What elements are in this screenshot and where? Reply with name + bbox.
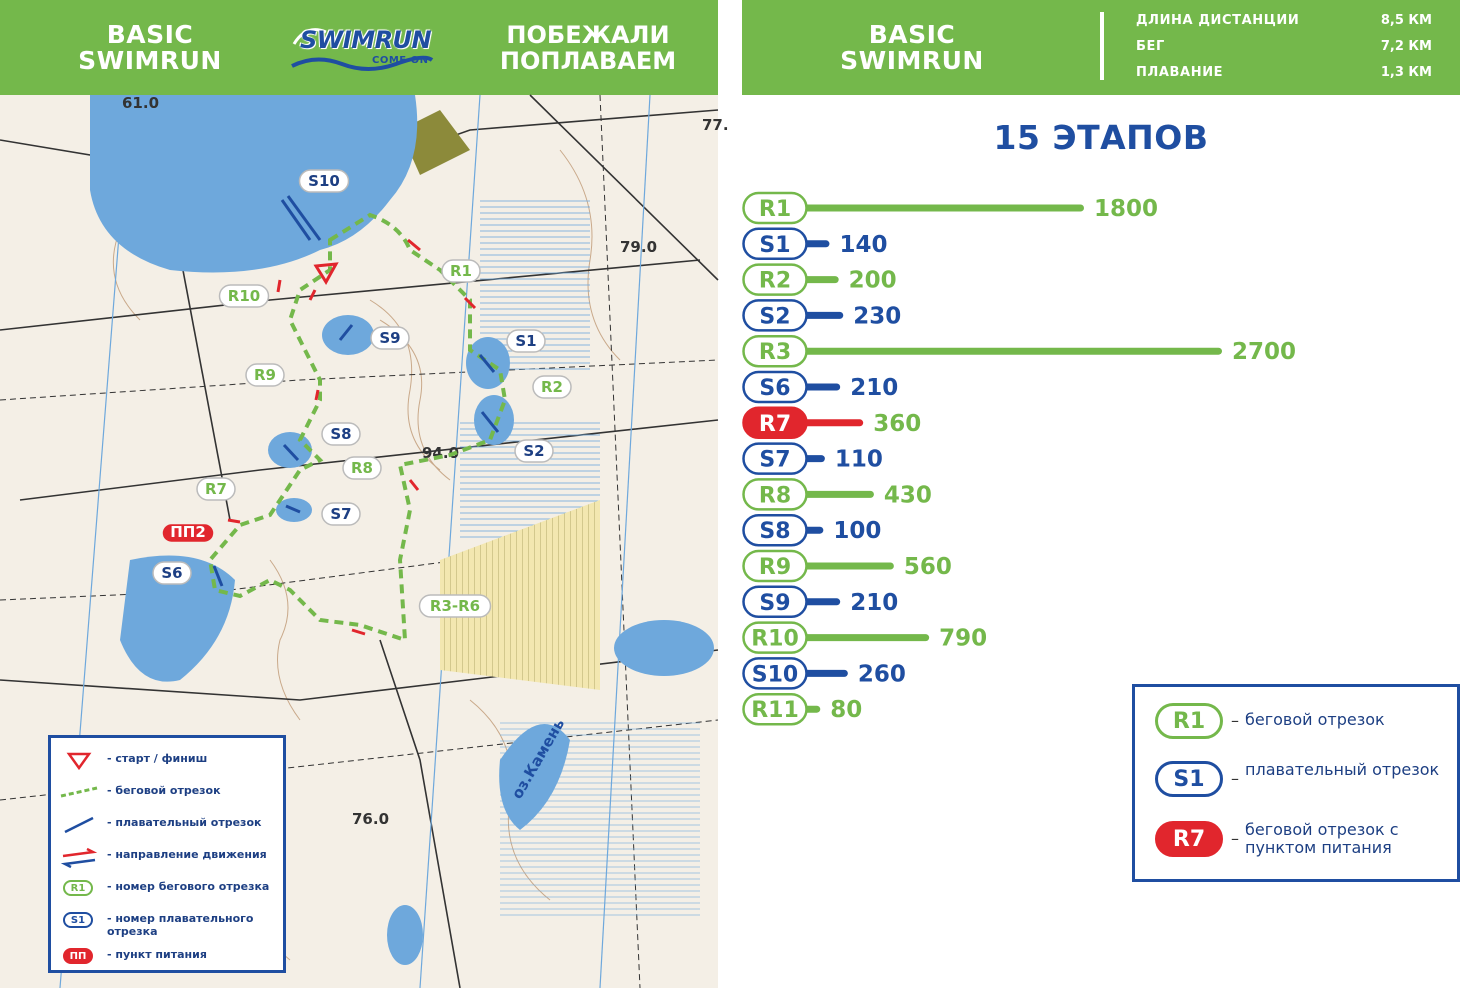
- stage-label: R1: [758, 197, 792, 222]
- logo-wordmark: SWIMRUN: [300, 26, 432, 54]
- start-triangle-icon: [59, 752, 99, 770]
- legend-swim-pill: S1: [1155, 761, 1223, 797]
- logo-subtitle: COME ON: [372, 55, 429, 66]
- direction-arrows-icon: [59, 848, 99, 866]
- legend-dash: –: [1231, 711, 1239, 730]
- swim-number-pill: S1: [63, 912, 93, 928]
- map-legend-text: - плавательный отрезок: [107, 816, 262, 829]
- lake-south: [387, 905, 423, 965]
- bar: [804, 312, 843, 319]
- map-legend-row: [51, 750, 283, 772]
- segment-label: R7: [205, 480, 227, 498]
- brand-title-line2: SWIMRUN: [78, 46, 222, 75]
- stage-label: S6: [759, 376, 791, 401]
- chart-bars: [744, 193, 1297, 724]
- stage-label: S2: [759, 304, 791, 330]
- height-label: 77.: [702, 116, 729, 134]
- stage-label: R7: [758, 411, 792, 437]
- segment-label: S1: [515, 332, 537, 350]
- lake-name-label: оз.Камень: [507, 715, 569, 802]
- segment-label: S9: [379, 329, 401, 347]
- blue-line-icon: [59, 816, 99, 834]
- legend-swim-text: плавательный отрезок: [1245, 760, 1440, 779]
- slogan-line1: ПОБЕЖАЛИ: [506, 21, 670, 49]
- value-label: 210: [850, 589, 899, 616]
- green-dash-icon: [59, 784, 99, 802]
- stage-label: R11: [751, 698, 799, 724]
- bar: [804, 491, 874, 498]
- legend-run-text: беговой отрезок: [1245, 710, 1385, 729]
- value-label: 200: [848, 267, 897, 294]
- course-info-panel: [742, 0, 1460, 988]
- brand-title-line1: BASIC: [106, 20, 194, 49]
- bar: [804, 384, 840, 391]
- map-legend-row: [51, 814, 283, 836]
- map-legend-row: [51, 782, 283, 804]
- height-label: 61.0: [122, 94, 160, 112]
- stage-label: R9: [758, 555, 792, 580]
- bar: [804, 348, 1222, 355]
- stage-label: S8: [759, 519, 791, 545]
- value-label: 80: [830, 697, 863, 724]
- stage-label: S7: [759, 447, 791, 473]
- bar: [804, 419, 863, 426]
- height-label: 79.0: [620, 238, 658, 256]
- map-legend-text: - старт / финиш: [107, 752, 208, 765]
- legend-food-text: беговой отрезок с пунктом питания: [1245, 820, 1399, 857]
- stage-label: S9: [759, 590, 791, 616]
- stage-label: S1: [759, 232, 791, 258]
- legend-dash: –: [1231, 829, 1239, 848]
- value-label: 100: [833, 518, 882, 545]
- legend-dash: –: [1231, 769, 1239, 788]
- legend-run-pill: R1: [1155, 703, 1223, 739]
- course-map-panel: [0, 0, 729, 988]
- value-label: 1800: [1094, 196, 1159, 222]
- stage-label: S10: [751, 662, 799, 688]
- brand-title-line1: BASIC: [868, 20, 956, 49]
- value-label: 140: [839, 231, 888, 258]
- height-label: 76.0: [352, 810, 390, 828]
- value-label: 360: [873, 410, 922, 437]
- segment-label: R3-R6: [429, 597, 481, 615]
- segment-label: R10: [227, 287, 261, 305]
- map-legend-row: [51, 910, 283, 938]
- chart-title: 15 ЭТАПОВ: [993, 118, 1209, 157]
- map-legend: [48, 735, 286, 973]
- value-label: 560: [903, 554, 952, 580]
- segment-label: R9: [254, 366, 276, 384]
- segment-label: R2: [541, 378, 563, 396]
- height-label: 94.0: [422, 444, 460, 462]
- stage-label: R8: [758, 483, 792, 509]
- slogan-line2: ПОПЛАВАЕМ: [499, 47, 677, 75]
- stage-label: R2: [758, 268, 792, 294]
- map-legend-text: - номер плавательного отрезка: [107, 912, 254, 938]
- segment-label: S8: [330, 425, 352, 443]
- value-label: 2700: [1232, 339, 1297, 366]
- info-header: [742, 0, 1460, 95]
- value-label: 230: [853, 303, 902, 330]
- bar: [804, 563, 894, 570]
- segment-label: R1: [450, 262, 472, 280]
- map-legend-row: [51, 878, 283, 900]
- value-label: 110: [834, 446, 883, 473]
- bar: [804, 670, 848, 677]
- header-divider: [1100, 12, 1104, 80]
- map-legend-row: [51, 846, 283, 868]
- segment-label: R8: [351, 459, 373, 477]
- lake-s2: [474, 395, 514, 445]
- stat-value-run: 7,2 КМ: [1380, 39, 1432, 54]
- map-header: [0, 0, 718, 95]
- map-legend-text: - беговой отрезок: [107, 784, 221, 797]
- brand-title-line2: SWIMRUN: [840, 46, 984, 75]
- segment-label: S10: [308, 172, 340, 190]
- map-legend-text: - пункт питания: [107, 948, 207, 961]
- bar: [804, 205, 1084, 212]
- run-number-pill: R1: [63, 880, 93, 896]
- value-label: 430: [883, 482, 932, 509]
- bar: [804, 634, 929, 641]
- bar: [804, 598, 840, 605]
- map-legend-text: - номер бегового отрезка: [107, 880, 270, 893]
- map-legend-row: [51, 946, 283, 968]
- segment-label: S6: [161, 564, 183, 582]
- lake-east: [614, 620, 714, 676]
- legend-food-pill: R7: [1155, 821, 1223, 857]
- stages-bar-chart: [742, 186, 1460, 730]
- chart-legend: [1132, 684, 1460, 882]
- stat-value-distance: 8,5 КМ: [1380, 13, 1432, 28]
- map-legend-text: - направление движения: [107, 848, 267, 861]
- value-label: 260: [857, 661, 906, 688]
- bar: [804, 240, 829, 247]
- value-label: 210: [850, 375, 899, 401]
- bar: [804, 276, 839, 283]
- segment-label: ПП2: [170, 523, 206, 541]
- stat-label-run: БЕГ: [1136, 39, 1165, 54]
- stat-label-distance: ДЛИНА ДИСТАНЦИИ: [1136, 13, 1300, 28]
- lake-s9: [322, 315, 374, 355]
- stage-label: R3: [758, 340, 792, 366]
- segment-label: S7: [330, 505, 352, 523]
- stage-label: R10: [751, 626, 799, 652]
- stat-value-swim: 1,3 КМ: [1380, 65, 1432, 80]
- food-point-pill: ПП: [63, 948, 93, 964]
- segment-label: S2: [523, 442, 545, 460]
- stat-label-swim: ПЛАВАНИЕ: [1136, 65, 1224, 80]
- swimrun-logo: [286, 14, 436, 84]
- value-label: 790: [939, 625, 988, 652]
